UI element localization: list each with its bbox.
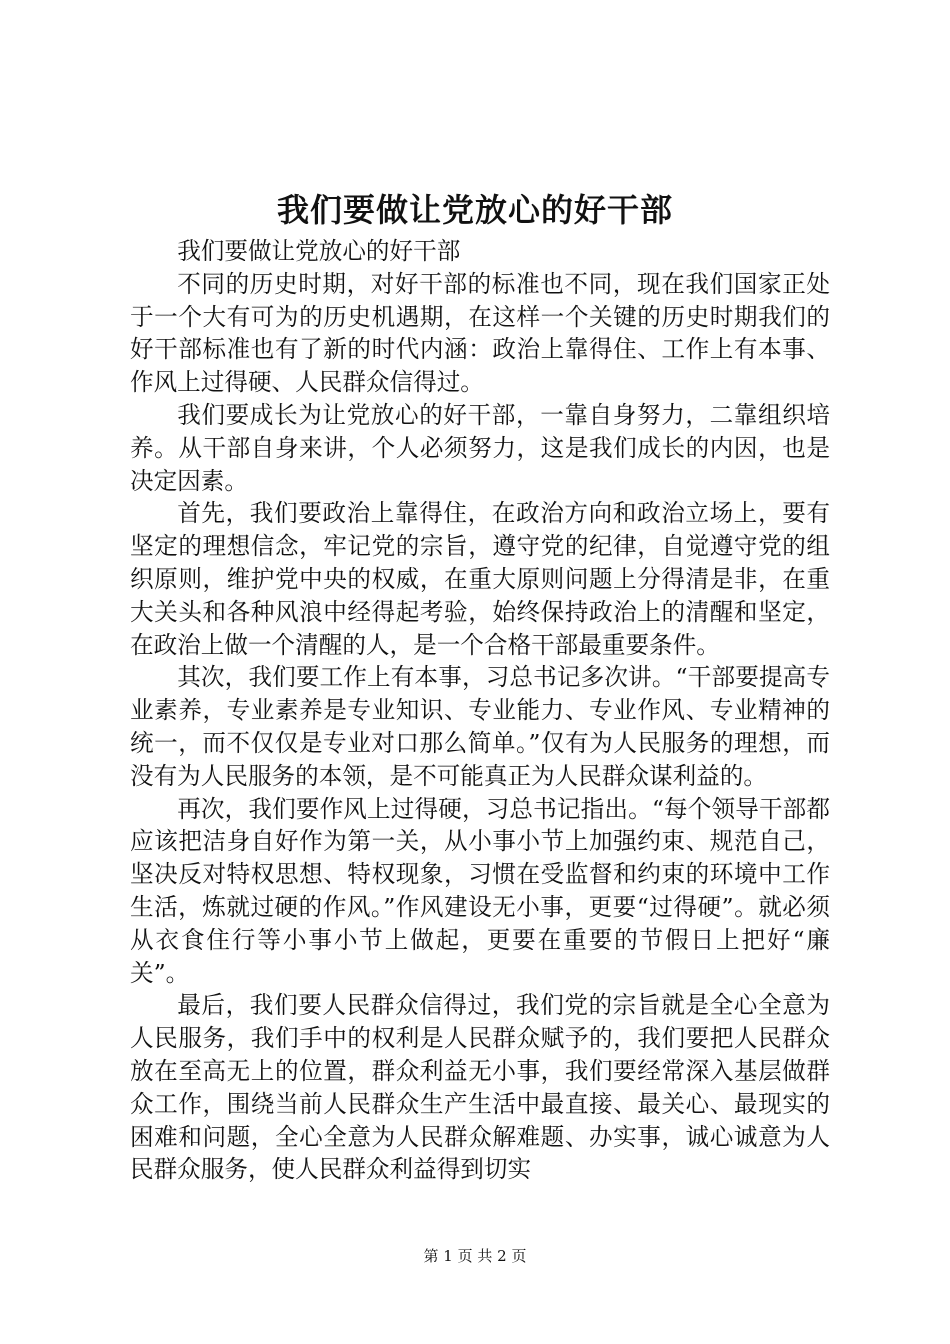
- document-body: [130, 235, 830, 1186]
- paragraph: 我们要做让党放心的好干部: [177, 237, 461, 265]
- page-footer: 第 1 页 共 2 页: [423, 1247, 527, 1265]
- paragraph: 首先，我们要政治上靠得住，在政治方向和政治立场上，要有坚定的理想信念，牢记党的宗旨，遵守党的纪律，自觉遵守党的组织原则，维护党中央的权威，在重大原则问题上分得清是非，在重大关头和各种风浪中经得起考验，始终保持政治上的清醒和坚定，在政治上做一个清醒的人，是一个合格干部最重要条件。: [130, 499, 830, 659]
- paragraph: 我们要成长为让党放心的好干部，一靠自身努力，二靠组织培养。从干部自身来讲，个人必须努力，这是我们成长的内因，也是决定因素。: [130, 400, 830, 495]
- paragraph: 最后，我们要人民群众信得过，我们党的宗旨就是全心全意为人民服务，我们手中的权利是人民群众赋予的，我们要把人民群众放在至高无上的位置，群众利益无小事，我们要经常深入基层做群众工作，围绕当前人民群众生产生活中最直接、最关心、最现实的困难和问题，全心全意为人民群众解难题、办实事，诚心诚意为人民群众服务，使人民群众利益得到切实: [130, 991, 830, 1184]
- document-title: 我们要做让党放心的好干部: [276, 191, 673, 229]
- paragraph: 再次，我们要作风上过得硬，习总书记指出。“每个领导干部都应该把洁身自好作为第一关，从小事小节上加强约束、规范自己，坚决反对特权思想、特权现象，习惯在受监督和约束的环境中工作生活，炼就过硬的作风。”作风建设无小事，更要“过得硬”。就必须从衣食住行等小事小节上做起，更要在重要的节假日上把好“廉关”。: [130, 794, 830, 987]
- paragraph: 其次，我们要工作上有本事，习总书记多次讲。“干部要提高专业素养，专业素养是专业知识、专业能力、专业作风、专业精神的统一，而不仅仅是专业对口那么简单。”仅有为人民服务的理想，而没有为人民服务的本领，是不可能真正为人民群众谋利益的。: [130, 663, 830, 790]
- paragraph: 不同的历史时期，对好干部的标准也不同，现在我们国家正处于一个大有可为的历史机遇期，在这样一个关键的历史时期我们的好干部标准也有了新的时代内涵：政治上靠得住、工作上有本事、作风上过得硬、人民群众信得过。: [130, 269, 830, 397]
